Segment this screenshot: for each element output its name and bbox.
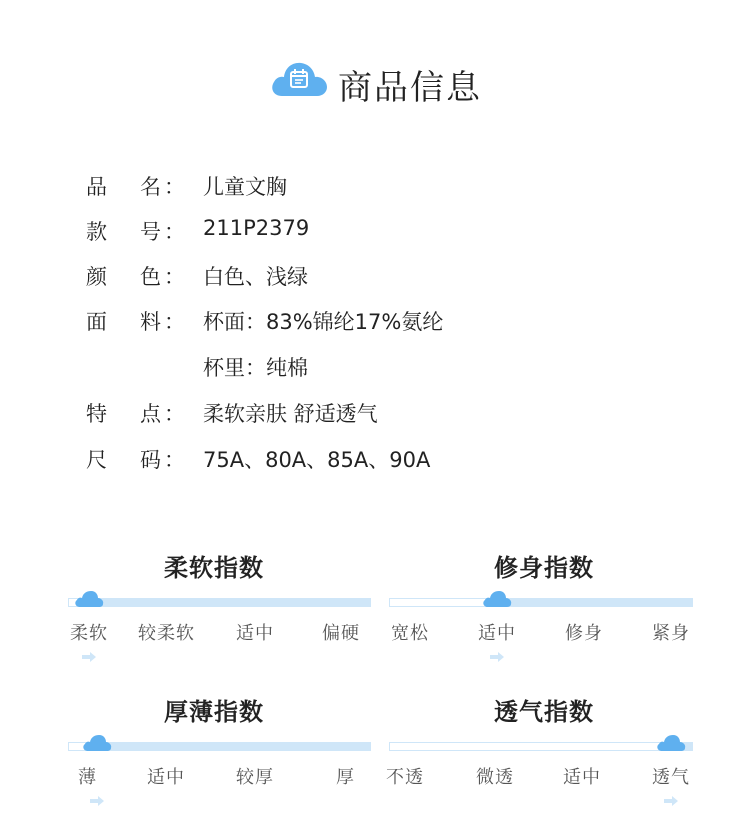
info-key-char1: 款 [86, 220, 107, 244]
info-colon: ： [164, 175, 185, 199]
info-key-char2: 名 [140, 175, 161, 199]
info-row-feature [0, 398, 750, 430]
info-row-size [0, 444, 750, 476]
info-colon: ： [164, 220, 185, 244]
gauge-label: 透气 [652, 767, 690, 788]
gauge-empty-segment [389, 742, 662, 751]
gauge-label: 较柔软 [138, 623, 195, 644]
info-key-char2: 点 [140, 402, 161, 426]
cloud-marker-icon [656, 734, 686, 752]
arrow-right-icon [664, 796, 678, 806]
info-value: 211P2379 [203, 216, 310, 240]
gauge-label: 适中 [147, 767, 185, 788]
gauge-empty-segment [389, 598, 486, 607]
info-value: 杯里：纯棉 [203, 356, 308, 380]
gauge-label: 偏硬 [322, 623, 360, 644]
info-colon: ： [164, 448, 185, 472]
info-key-char1: 品 [86, 175, 107, 199]
gauge-title: 柔软指数 [164, 554, 264, 582]
arrow-right-icon [490, 652, 504, 662]
gauge-label: 修身 [565, 623, 603, 644]
info-value: 柔软亲肤 舒适透气 [203, 402, 378, 426]
gauge-label: 适中 [236, 623, 274, 644]
cloud-marker-icon [74, 590, 104, 608]
arrow-right-icon [90, 796, 104, 806]
gauge-label: 微透 [476, 767, 514, 788]
info-row-fabric [0, 306, 750, 338]
info-key-char2: 料 [140, 310, 161, 334]
info-value: 白色、浅绿 [203, 265, 308, 289]
gauge-track [389, 598, 693, 607]
gauge-title: 厚薄指数 [164, 698, 264, 726]
info-colon: ： [164, 265, 185, 289]
info-colon: ： [164, 310, 185, 334]
calendar-cloud-icon [270, 60, 328, 98]
gauge-label: 宽松 [391, 623, 429, 644]
section-header [0, 58, 750, 108]
gauge-title: 透气指数 [494, 698, 594, 726]
info-row-sku [0, 216, 750, 248]
page-title: 商品信息 [338, 68, 482, 108]
info-colon: ： [164, 402, 185, 426]
gauge-label: 紧身 [652, 623, 690, 644]
gauge-label: 不透 [386, 767, 424, 788]
info-key-char2: 色 [140, 265, 161, 289]
info-key-char1: 尺 [86, 448, 107, 472]
gauge-label: 薄 [78, 767, 97, 788]
info-value: 儿童文胸 [203, 175, 287, 199]
info-key-char1: 颜 [86, 265, 107, 289]
gauge-track [68, 742, 371, 751]
arrow-right-icon [82, 652, 96, 662]
gauge-label: 厚 [336, 767, 355, 788]
gauge-label: 柔软 [70, 623, 108, 644]
gauge-track [389, 742, 693, 751]
info-key-char1: 面 [86, 310, 107, 334]
cloud-marker-icon [82, 734, 112, 752]
gauge-label: 适中 [478, 623, 516, 644]
info-value: 75A、80A、85A、90A [203, 448, 431, 472]
info-row-color [0, 261, 750, 293]
info-key-char2: 码 [140, 448, 161, 472]
cloud-marker-icon [482, 590, 512, 608]
gauge-track [68, 598, 371, 607]
gauge-title: 修身指数 [494, 554, 594, 582]
info-value: 杯面：83%锦纶17%氨纶 [203, 310, 444, 334]
gauge-label: 较厚 [236, 767, 274, 788]
info-row-name [0, 171, 750, 203]
info-row-lining [0, 352, 750, 384]
info-key-char1: 特 [86, 402, 107, 426]
info-key-char2: 号 [140, 220, 161, 244]
gauge-label: 适中 [563, 767, 601, 788]
